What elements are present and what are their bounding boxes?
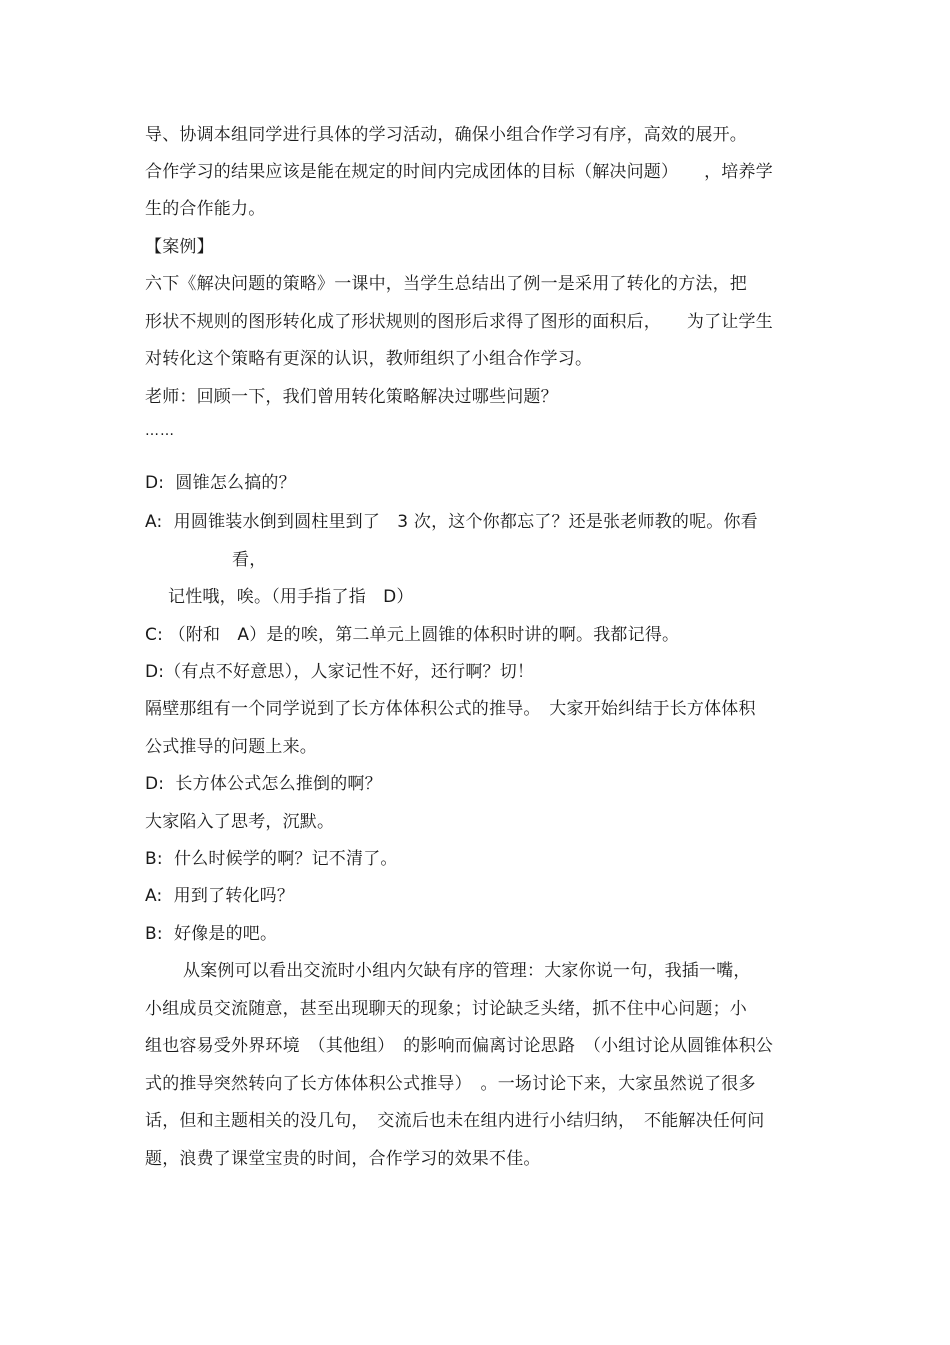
dialogue-line: B: 什么时候学的啊？记不清了。 xyxy=(145,849,398,869)
dialogue-line: A: 用圆锥装水倒到圆柱里到了 3 次，这个你都忘了？还是张老师教的呢。你看 xyxy=(145,512,758,532)
ellipsis: …… xyxy=(145,423,175,439)
paragraph-line: 公式推导的问题上来。 xyxy=(145,737,317,757)
paragraph-line: 导、协调本组同学进行具体的学习活动，确保小组合作学习有序，高效的展开。 xyxy=(145,125,747,145)
analysis-line: 小组成员交流随意，甚至出现聊天的现象；讨论缺乏头绪，抓不住中心问题；小 xyxy=(145,999,747,1019)
analysis-line: 从案例可以看出交流时小组内欠缺有序的管理：大家你说一句，我插一嘴， xyxy=(183,961,751,981)
paragraph-line: 形状不规则的图形转化成了形状规则的图形后求得了图形的面积后， 为了让学生 xyxy=(145,312,773,332)
dialogue-line: D: 长方体公式怎么推倒的啊？ xyxy=(145,774,382,794)
analysis-line: 题，浪费了课堂宝贵的时间，合作学习的效果不佳。 xyxy=(145,1149,541,1169)
paragraph-line: 对转化这个策略有更深的认识，教师组织了小组合作学习。 xyxy=(145,349,593,369)
paragraph-line: 合作学习的结果应该是能在规定的时间内完成团体的目标（解决问题） ，培养学 xyxy=(145,162,773,182)
paragraph-line: 生的合作能力。 xyxy=(145,199,266,219)
teacher-line: 老师：回顾一下，我们曾用转化策略解决过哪些问题？ xyxy=(145,387,558,407)
dialogue-line-continued: 看， xyxy=(232,550,267,570)
paragraph-line: 六下《解决问题的策略》一课中，当学生总结出了例一是采用了转化的方法，把 xyxy=(145,274,747,294)
paragraph-line: 隔壁那组有一个同学说到了长方体体积公式的推导。 大家开始纠结于长方体体积 xyxy=(145,699,756,719)
analysis-line: 话，但和主题相关的没几句， 交流后也未在组内进行小结归纳， 不能解决任何问 xyxy=(145,1111,765,1131)
analysis-line: 式的推导突然转向了长方体体积公式推导） 。一场讨论下来，大家虽然说了很多 xyxy=(145,1074,756,1094)
dialogue-line: D:（有点不好意思），人家记性不好，还行啊？切！ xyxy=(145,662,535,682)
dialogue-line: C: （附和 A）是的唉，第二单元上圆锥的体积时讲的啊。我都记得。 xyxy=(145,625,680,645)
paragraph-line: 大家陷入了思考，沉默。 xyxy=(145,812,335,832)
dialogue-line: B: 好像是的吧。 xyxy=(145,924,278,944)
dialogue-line-continued: 记性哦，唉。（用手指了指 D） xyxy=(168,587,414,607)
analysis-line: 组也容易受外界环境 （其他组） 的影响而偏离讨论思路 （小组讨论从圆锥体积公 xyxy=(145,1036,774,1056)
dialogue-line: A: 用到了转化吗？ xyxy=(145,886,295,906)
case-heading: 【案例】 xyxy=(145,237,214,257)
dialogue-line: D: 圆锥怎么搞的？ xyxy=(145,473,296,493)
